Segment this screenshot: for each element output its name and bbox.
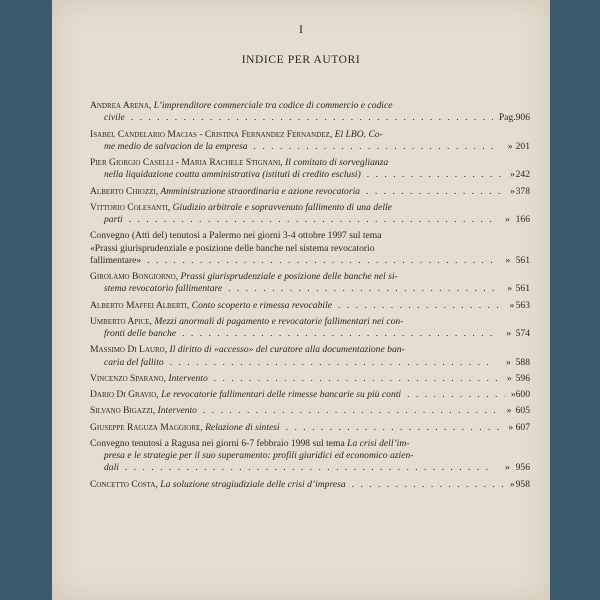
entry-text <box>90 373 208 385</box>
index-entry-line <box>90 141 530 153</box>
entry-text <box>90 230 382 242</box>
entry-plain-text: fallimentare» <box>90 254 142 266</box>
page-marker: » <box>506 405 512 417</box>
dot-leader <box>129 214 494 226</box>
work-title: me medio de salvacion de la empresa <box>104 140 248 152</box>
page-number: 588 <box>515 356 530 368</box>
dot-leader <box>203 405 497 417</box>
index-entry-line <box>90 255 530 267</box>
page-marker: » <box>506 372 512 384</box>
author-name: Pier Giorgio Caselli - Maria Rachele Stignani, <box>90 157 283 168</box>
index-entry <box>90 344 530 368</box>
author-name: Andrea Arena, <box>90 100 152 111</box>
index-entry-line <box>90 438 530 450</box>
index-entry <box>90 157 530 181</box>
index-entry-line <box>90 243 530 255</box>
page-marker: » <box>505 462 510 474</box>
page-marker: » <box>510 169 515 181</box>
author-name: Giuseppe Raguza Maggiore, <box>90 421 203 433</box>
index-entry-line <box>90 202 530 214</box>
index-entry-line <box>90 389 530 401</box>
entry-text <box>90 438 409 450</box>
index-entry-line <box>90 129 530 141</box>
author-name: Alberto Maffei Alberti, <box>90 299 190 311</box>
work-title: El LBO. Co- <box>332 128 383 140</box>
index-entry-line <box>90 100 530 112</box>
work-title: Il diritto di «accesso» del curatore alla documentazione ban- <box>167 344 405 356</box>
work-title: presa e le strategie per il suo superamento: profili giuridici ed economico azien- <box>104 450 414 462</box>
index-entry-line <box>90 479 530 491</box>
work-title: Conto scoperto e rimessa revocabile <box>189 299 332 311</box>
entry-text <box>90 271 398 283</box>
index-entry-line <box>90 230 530 242</box>
entry-text <box>90 405 197 417</box>
index-entry-line <box>90 300 530 312</box>
index-entry-line <box>90 316 530 328</box>
index-entry <box>90 373 530 385</box>
author-name: Alberto Chiozzi, <box>90 185 159 197</box>
page-marker: » <box>506 328 512 339</box>
dot-leader <box>254 141 499 153</box>
index-entry <box>90 389 530 401</box>
entry-text <box>104 357 164 369</box>
index-entry <box>90 186 530 198</box>
page-marker: » <box>508 421 514 433</box>
dot-leader <box>367 169 504 181</box>
index-entry <box>90 100 530 124</box>
page-number: 166 <box>515 214 530 225</box>
author-name: Dario Di Gravio, <box>90 389 159 401</box>
work-title: caria del fallito <box>104 356 164 368</box>
author-name: Concetto Costa, <box>90 478 158 490</box>
page-marker: » <box>509 299 515 311</box>
page-title: INDICE PER AUTORI <box>241 54 361 66</box>
page-marker: » <box>510 185 515 197</box>
work-title: Giudizio arbitrale e sopravvenuto fallimento di una delle <box>170 201 392 213</box>
work-title: nella liquidazione coatta amministrativa (istituti di credito esclusi) <box>104 169 361 181</box>
work-title: Prassi giurisprudenziale e posizione delle banche nel si- <box>178 271 398 282</box>
index-entry <box>90 271 530 295</box>
work-title: Mezzi anormali di pagamento e revocatorie fallimentari nei con- <box>151 315 404 327</box>
page-number: 605 <box>515 405 530 417</box>
index-entry-line <box>90 214 530 226</box>
work-title: L’imprenditore commerciale tra codice di commercio e codice <box>151 100 393 111</box>
work-title: La crisi dell’im- <box>344 437 410 449</box>
entry-text <box>104 112 125 124</box>
dot-leader <box>228 283 497 295</box>
work-title: Relazione di sintesi <box>202 421 280 433</box>
index-entry <box>90 230 530 267</box>
dot-leader <box>407 389 505 401</box>
entry-text <box>90 344 405 356</box>
dot-leader <box>366 186 503 198</box>
dot-leader <box>338 300 502 312</box>
page-number: 563 <box>515 299 530 311</box>
entry-text <box>104 214 123 226</box>
work-title: Il comitato di sorveglianza <box>282 157 389 168</box>
index-entry-line <box>90 328 530 340</box>
work-title: stema revocatorio fallimentare <box>104 283 223 295</box>
index-entry-line <box>90 450 530 462</box>
page-marker: » <box>507 283 512 295</box>
index-entry-line <box>90 169 530 181</box>
index-entry-line <box>90 357 530 369</box>
entry-text <box>90 157 388 169</box>
index-entry <box>90 300 530 312</box>
book-page <box>52 0 550 600</box>
index-entry-line <box>90 422 530 434</box>
entry-plain-text: Convegno tenutosi a Ragusa nei giorni 6-7 febbraio 1998 sul tema <box>90 437 345 449</box>
work-title: fronti delle banche <box>104 328 177 339</box>
page-number: 958 <box>515 478 530 490</box>
entry-text <box>90 129 383 141</box>
page-marker: » <box>505 356 511 368</box>
entry-text <box>90 389 401 401</box>
entry-text <box>90 100 392 112</box>
dot-leader <box>286 422 500 434</box>
index-entry <box>90 422 530 434</box>
entry-text <box>90 186 360 198</box>
page-marker: » <box>505 254 511 266</box>
index-entry-line <box>90 462 530 474</box>
work-title: Le revocatorie fallimentari delle rimesse bancarie su più conti <box>158 389 402 401</box>
page-number: 574 <box>515 328 530 339</box>
index-entry-line <box>90 373 530 385</box>
entry-plain-text: «Prassi giurisprudenziale e posizione delle banche nel sistema revocatorio <box>90 242 375 254</box>
page-number: 561 <box>515 283 530 295</box>
entry-plain-text: Convegno (Atti del) tenutosi a Palermo nei giorni 3-4 ottobre 1997 sul tema <box>90 230 382 242</box>
work-title: La soluzione stragiudiziale delle crisi d’impresa <box>157 478 346 490</box>
page-marker: » <box>509 478 515 490</box>
entry-text <box>104 141 248 153</box>
work-title: Intervento <box>155 405 197 417</box>
dot-leader <box>170 357 495 369</box>
index-entry-line <box>90 157 530 169</box>
dot-leader <box>147 255 494 267</box>
page-number: 596 <box>515 372 530 384</box>
work-title: dali <box>104 462 119 474</box>
index-entry-line <box>90 186 530 198</box>
index-entry-line <box>90 271 530 283</box>
author-name: Silvano Bigazzi, <box>90 405 156 417</box>
dot-leader <box>182 328 496 340</box>
work-title: parti <box>104 214 123 225</box>
entry-text <box>104 462 119 474</box>
entry-text <box>104 328 176 340</box>
entry-text <box>90 316 403 328</box>
index-entry <box>90 202 530 226</box>
author-name: Isabel Candelario Macias - Cristina Fernandez Fernandez, <box>90 128 333 140</box>
page-marker: Pag. <box>498 112 516 124</box>
page-number: 201 <box>515 140 530 152</box>
author-name: Massimo Di Lauro, <box>90 344 168 356</box>
index-entry <box>90 438 530 475</box>
entry-text <box>104 283 222 295</box>
author-name: Vittorio Colesanti, <box>90 201 171 213</box>
entry-text <box>104 169 361 181</box>
entry-text <box>90 255 141 267</box>
work-title: Amministrazione straordinaria e azione revocatoria <box>158 185 361 197</box>
entry-text <box>90 202 392 214</box>
index-entry <box>90 479 530 491</box>
index-entry-line <box>90 112 530 124</box>
author-name: Vincenzo Sparano, <box>90 372 166 384</box>
index-entry <box>90 405 530 417</box>
dot-leader <box>352 479 503 491</box>
page-marker: » <box>505 214 510 225</box>
dot-leader <box>125 462 493 474</box>
page-number: 956 <box>515 462 530 474</box>
index-entry-line <box>90 344 530 356</box>
entry-text <box>104 450 413 462</box>
author-name: Umberto Apice, <box>90 315 152 327</box>
entry-text <box>90 300 332 312</box>
index-entry <box>90 316 530 340</box>
page-number: 906 <box>515 112 530 124</box>
dot-leader <box>214 373 497 385</box>
entry-text <box>90 479 346 491</box>
page-number: 378 <box>515 185 530 197</box>
page-marker: » <box>507 140 513 152</box>
page-marker: » <box>510 389 516 401</box>
work-title: Intervento <box>165 372 208 384</box>
page-roman-numeral: I <box>299 22 303 36</box>
work-title: civile <box>104 112 125 124</box>
page-number: 561 <box>515 254 530 266</box>
page-number: 607 <box>515 421 530 433</box>
index-entry-line <box>90 405 530 417</box>
page-number: 242 <box>515 169 530 181</box>
entry-text <box>90 422 280 434</box>
author-name: Girolamo Bongiorno, <box>90 271 179 282</box>
entry-text <box>90 243 375 255</box>
index-entry-line <box>90 283 530 295</box>
author-index-list <box>90 100 530 495</box>
dot-leader <box>131 112 493 124</box>
index-entry <box>90 129 530 153</box>
page-number: 600 <box>515 389 530 401</box>
